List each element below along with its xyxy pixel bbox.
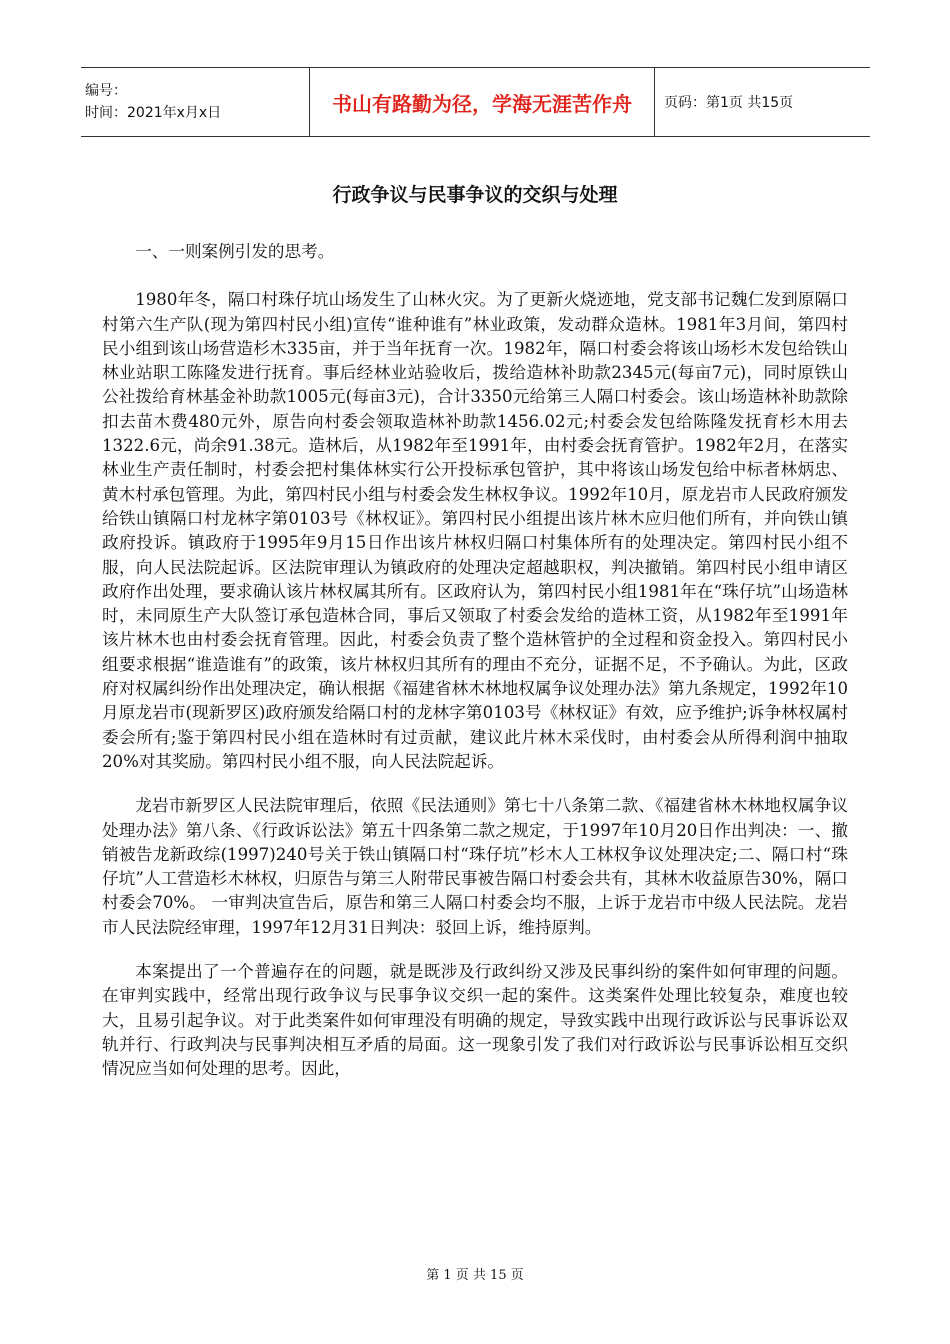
document-title: 行政争议与民事争议的交织与处理 (332, 184, 618, 206)
body-paragraph-2: 龙岩市新罗区人民法院审理后，依照《民法通则》第七十八条第二款、《福建省林木林地权属争议处理办法》第八条、《行政诉讼法》第五十四条第二款之规定，于1997年10月20日作出判决：一、撤销被告龙新政综(1997)240号关于铁山镇隔口村“珠仔坑”杉木人工林权争议处理决定;二、隔口村“珠仔坑”人工营造杉木林权，归原告与第三人附带民事被告隔口村委会共有，其林木收益原告30%，隔口村委会70%。 一审判决宣告后，原告和第三人隔口村委会均不服，上诉于龙岩市中级人民法院。龙岩市人民法院经审理，1997年12月31日判决：驳回上诉，维持原判。 (102, 796, 848, 937)
header-meta (81, 68, 310, 136)
page-header (81, 67, 870, 137)
header-motto: 书山有路勤为径，学海无涯苦作舟 (332, 91, 632, 116)
document-body (102, 240, 848, 1102)
document-number-label: 编号： (85, 83, 127, 99)
header-page-cell (655, 68, 870, 136)
section-heading: 一、一则案例引发的思考。 (135, 242, 335, 261)
body-paragraph-1: 1980年冬，隔口村珠仔坑山场发生了山林火灾。为了更新火烧迹地，党支部书记魏仁发到原隔口村第六生产队(现为第四村民小组)宣传“谁种谁有”林业政策，发动群众造林。1981年3月间，第四村民小组到该山场营造杉木335亩，并于当年抚育一次。1982年，隔口村委会将该山场杉木发包给铁山林业站职工陈隆发进行抚育。事后经林业站验收后，拨给造林补助款2345元(每亩7元)，同时原铁山公社拨给育林基金补助款1005元(每亩3元)，合计3350元给第三人隔口村委会。该山场造林补助款除扣去苗木费480元外，原告向村委会领取造林补助款1456.02元;村委会发包给陈隆发抚育杉木用去1322.6元，尚余91.38元。造林后，从1982年至1991年，由村委会抚育管护。1982年2月，在落实林业生产责任制时，村委会把村集体林实行公开投标承包管护，其中将该山场发包给中标者林炳忠、黄木村承包管理。为此，第四村民小组与村委会发生林权争议。1992年10月，原龙岩市人民政府颁发给铁山镇隔口村龙林字第0103号《林权证》。第四村民小组提出该片林木应归他们所有，并向铁山镇政府投诉。镇政府于1995年9月15日作出该片林权归隔口村集体所有的处理决定。第四村民小组不服，向人民法院起诉。区法院审理认为镇政府的处理决定超越职权，判决撤销。第四村民小组申请区政府作出处理，要求确认该片林权属其所有。区政府认为，第四村民小组1981年在“珠仔坑”山场造林时，未同原生产大队签订承包造林合同，事后又领取了村委会发给的造林工资，从1982年至1991年该片林木也由村委会抚育管理。因此，村委会负责了整个造林管护的全过程和资金投入。第四村民小组要求根据“谁造谁有”的政策，该片林权归其所有的理由不充分，证据不足，不予确认。为此，区政府对权属纠纷作出处理决定，确认根据《福建省林木林地权属争议处理办法》第九条规定，1992年10月原龙岩市(现新罗区)政府颁发给隔口村的龙林字第0103号《林权证》有效，应予维护;诉争林权属村委会所有;鉴于第四村民小组在造林时有过贡献，建议此片林木采伐时，由村委会从所得利润中抽取20%对其奖励。第四村民小组不服，向人民法院起诉。 (102, 290, 848, 771)
page-footer: 第 1 页 共 15 页 (426, 1268, 524, 1283)
header-page-info: 页码：第1页 共15页 (664, 95, 794, 111)
body-paragraph-3: 本案提出了一个普遍存在的问题，就是既涉及行政纠纷又涉及民事纠纷的案件如何审理的问题。在审判实践中，经常出现行政争议与民事争议交织一起的案件。这类案件处理比较复杂，难度也较大，且易引起争议。对于此类案件如何审理没有明确的规定，导致实践中出现行政诉讼与民事诉讼双轨并行、行政判决与民事判决相互矛盾的局面。这一现象引发了我们对行政诉讼与民事诉讼相互交织情况应当如何处理的思考。因此， (102, 962, 848, 1079)
document-time-label: 时间：2021年x月x日 (85, 105, 222, 121)
header-motto-cell (310, 68, 655, 136)
